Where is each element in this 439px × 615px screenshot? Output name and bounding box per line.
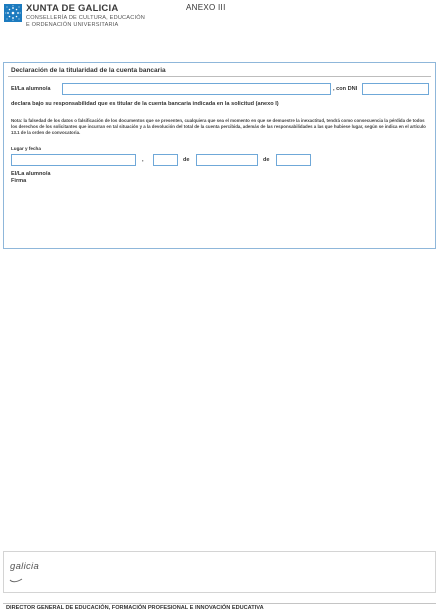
dni-label: , con DNI <box>333 86 358 92</box>
galicia-logo: galicia <box>10 561 40 572</box>
de-label-1: de <box>183 157 190 163</box>
signature-label: El/La alumno/a <box>11 171 51 177</box>
department-line-1: CONSELLERÍA DE CULTURA, EDUCACIÓN <box>26 15 146 21</box>
place-date-label: Lugar y fecha <box>11 146 41 151</box>
xunta-logo-icon <box>4 4 22 22</box>
galicia-swoosh-icon <box>9 571 23 589</box>
title-divider <box>8 76 431 77</box>
place-field[interactable] <box>11 154 136 166</box>
year-field[interactable] <box>276 154 311 166</box>
de-label-2: de <box>263 157 270 163</box>
annex-title: ANEXO III <box>186 3 226 12</box>
day-field[interactable] <box>153 154 178 166</box>
dni-field[interactable] <box>362 83 429 95</box>
legal-note: Nota: la falsedad de los datos o falsificación de los documentos que se presenten, cualquiera que sea el momento en que se demuestre la inexactitud, tendrá como consecuencia la pérdida de todos los derechos de los solicitantes que incurran en tal situación y a la devolución del total de la cuenta percibida, además de las responsabilidades a las que hubiese lugar, según se indica en el artículo 13.1 de la orden de convocatoria. <box>11 118 426 136</box>
footer-divider <box>3 603 436 604</box>
department-line-2: E ORDENACIÓN UNIVERSITARIA <box>26 22 119 28</box>
director-footer-text: DIRECTOR GENERAL DE EDUCACIÓN, FORMACIÓN PROFESIONAL E INNOVACIÓN EDUCATIVA <box>6 605 264 611</box>
student-label: El/La alumno/a <box>11 86 51 92</box>
signature-firma-label: Firma <box>11 178 27 184</box>
declaration-text: declara bajo su responsabilidad que es titular de la cuenta bancaria indicada en la solicitud (anexo I) <box>11 101 279 107</box>
org-name: XUNTA DE GALICIA <box>26 3 119 14</box>
footer-frame <box>3 551 436 593</box>
student-name-field[interactable] <box>62 83 331 95</box>
comma-separator: , <box>142 157 144 163</box>
form-title: Declaración de la titularidad de la cuenta bancaria <box>11 67 166 74</box>
month-field[interactable] <box>196 154 258 166</box>
